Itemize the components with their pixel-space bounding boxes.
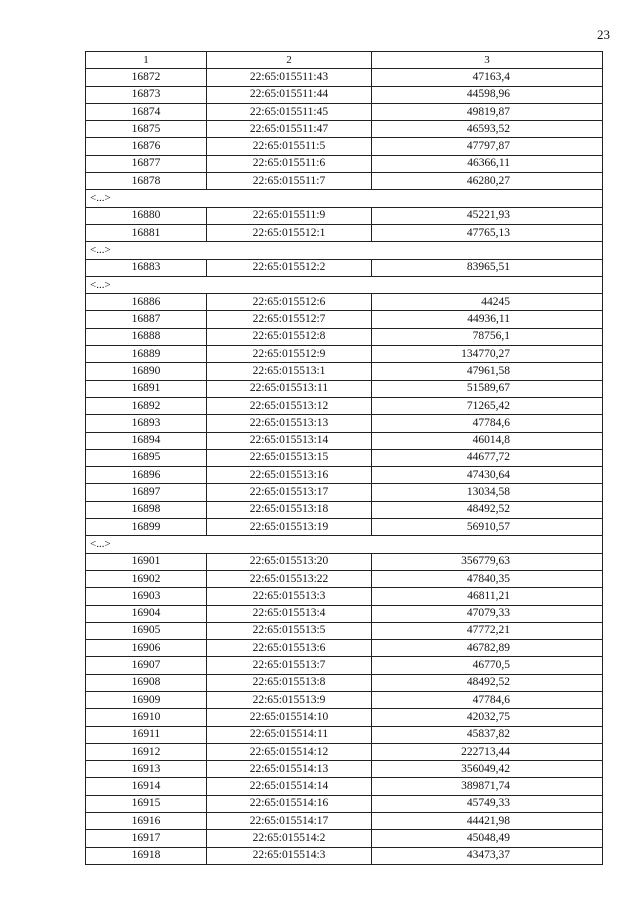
cadastral-number-cell: 22:65:015513:15 [207, 449, 372, 466]
row-number-cell: 16875 [86, 121, 207, 138]
table-row [86, 761, 603, 778]
cadastral-number-cell: 22:65:015514:3 [207, 847, 372, 864]
value-cell: 46811,21 [372, 588, 603, 605]
table-row [86, 743, 603, 760]
table-row [86, 224, 603, 241]
value-cell: 49819,87 [372, 103, 603, 120]
data-table [85, 51, 603, 865]
cadastral-number-cell: 22:65:015511:5 [207, 138, 372, 155]
value-cell: 42032,75 [372, 709, 603, 726]
cadastral-number-cell: 22:65:015512:9 [207, 346, 372, 363]
value-cell: 47163,4 [372, 69, 603, 86]
row-number-cell: 16874 [86, 103, 207, 120]
omission-marker: <...> [86, 190, 603, 207]
value-cell: 44421,98 [372, 813, 603, 830]
cadastral-number-cell: 22:65:015513:22 [207, 570, 372, 587]
column-header: 2 [207, 52, 372, 69]
table-row [86, 622, 603, 639]
table-row [86, 691, 603, 708]
cadastral-number-cell: 22:65:015513:5 [207, 622, 372, 639]
row-number-cell: 16902 [86, 570, 207, 587]
table-row [86, 778, 603, 795]
cadastral-number-cell: 22:65:015513:20 [207, 553, 372, 570]
cadastral-number-cell: 22:65:015513:14 [207, 432, 372, 449]
value-cell: 46014,8 [372, 432, 603, 449]
cadastral-number-cell: 22:65:015513:4 [207, 605, 372, 622]
row-number-cell: 16912 [86, 743, 207, 760]
value-cell: 51589,67 [372, 380, 603, 397]
row-number-cell: 16901 [86, 553, 207, 570]
value-cell: 46770,5 [372, 657, 603, 674]
table-row [86, 138, 603, 155]
row-number-cell: 16909 [86, 691, 207, 708]
value-cell: 47961,58 [372, 363, 603, 380]
table-row [86, 346, 603, 363]
value-cell: 46366,11 [372, 155, 603, 172]
cadastral-number-cell: 22:65:015511:45 [207, 103, 372, 120]
value-cell: 222713,44 [372, 743, 603, 760]
row-number-cell: 16910 [86, 709, 207, 726]
table-row [86, 328, 603, 345]
row-number-cell: 16886 [86, 294, 207, 311]
table-row [86, 605, 603, 622]
table-row [86, 674, 603, 691]
row-number-cell: 16894 [86, 432, 207, 449]
value-cell: 45837,82 [372, 726, 603, 743]
row-number-cell: 16918 [86, 847, 207, 864]
row-number-cell: 16888 [86, 328, 207, 345]
table-row [86, 259, 603, 276]
value-cell: 46593,52 [372, 121, 603, 138]
row-number-cell: 16880 [86, 207, 207, 224]
row-number-cell: 16905 [86, 622, 207, 639]
value-cell: 389871,74 [372, 778, 603, 795]
row-number-cell: 16914 [86, 778, 207, 795]
cadastral-number-cell: 22:65:015513:1 [207, 363, 372, 380]
cadastral-number-cell: 22:65:015513:12 [207, 397, 372, 414]
omission-marker: <...> [86, 536, 603, 553]
value-cell: 13034,58 [372, 484, 603, 501]
cadastral-number-cell: 22:65:015513:19 [207, 519, 372, 536]
cadastral-number-cell: 22:65:015513:17 [207, 484, 372, 501]
cadastral-number-cell: 22:65:015512:6 [207, 294, 372, 311]
cadastral-number-cell: 22:65:015513:3 [207, 588, 372, 605]
row-number-cell: 16876 [86, 138, 207, 155]
table-row [86, 501, 603, 518]
table-row [86, 813, 603, 830]
table-row [86, 657, 603, 674]
value-cell: 45221,93 [372, 207, 603, 224]
row-number-cell: 16878 [86, 173, 207, 190]
row-number-cell: 16896 [86, 467, 207, 484]
table-row [86, 397, 603, 414]
row-number-cell: 16881 [86, 224, 207, 241]
value-cell: 44677,72 [372, 449, 603, 466]
column-header: 3 [372, 52, 603, 69]
cadastral-number-cell: 22:65:015514:16 [207, 795, 372, 812]
cadastral-number-cell: 22:65:015511:7 [207, 173, 372, 190]
table-row [86, 519, 603, 536]
row-number-cell: 16877 [86, 155, 207, 172]
table-header-row [86, 52, 603, 69]
table-row [86, 830, 603, 847]
row-number-cell: 16892 [86, 397, 207, 414]
cadastral-number-cell: 22:65:015514:10 [207, 709, 372, 726]
omission-marker: <...> [86, 276, 603, 293]
page-number: 23 [597, 27, 610, 42]
row-number-cell: 16873 [86, 86, 207, 103]
table-row [86, 294, 603, 311]
cadastral-number-cell: 22:65:015511:47 [207, 121, 372, 138]
cadastral-number-cell: 22:65:015513:16 [207, 467, 372, 484]
row-number-cell: 16899 [86, 519, 207, 536]
value-cell: 47784,6 [372, 691, 603, 708]
cadastral-number-cell: 22:65:015511:9 [207, 207, 372, 224]
omission-row [86, 536, 603, 553]
cadastral-number-cell: 22:65:015511:6 [207, 155, 372, 172]
table-row [86, 588, 603, 605]
value-cell: 47772,21 [372, 622, 603, 639]
row-number-cell: 16916 [86, 813, 207, 830]
cadastral-number-cell: 22:65:015513:11 [207, 380, 372, 397]
row-number-cell: 16897 [86, 484, 207, 501]
value-cell: 47784,6 [372, 415, 603, 432]
column-header: 1 [86, 52, 207, 69]
cadastral-number-cell: 22:65:015514:13 [207, 761, 372, 778]
table-row [86, 103, 603, 120]
cadastral-number-cell: 22:65:015513:18 [207, 501, 372, 518]
row-number-cell: 16898 [86, 501, 207, 518]
value-cell: 47765,13 [372, 224, 603, 241]
value-cell: 56910,57 [372, 519, 603, 536]
row-number-cell: 16904 [86, 605, 207, 622]
table-row [86, 795, 603, 812]
table-row [86, 726, 603, 743]
table-row [86, 121, 603, 138]
cadastral-number-cell: 22:65:015513:8 [207, 674, 372, 691]
cadastral-number-cell: 22:65:015513:13 [207, 415, 372, 432]
omission-marker: <...> [86, 242, 603, 259]
row-number-cell: 16883 [86, 259, 207, 276]
cadastral-number-cell: 22:65:015512:1 [207, 224, 372, 241]
row-number-cell: 16872 [86, 69, 207, 86]
omission-row [86, 242, 603, 259]
value-cell: 356049,42 [372, 761, 603, 778]
row-number-cell: 16893 [86, 415, 207, 432]
row-number-cell: 16908 [86, 674, 207, 691]
cadastral-number-cell: 22:65:015513:9 [207, 691, 372, 708]
table-body [86, 52, 603, 865]
row-number-cell: 16895 [86, 449, 207, 466]
table-row [86, 363, 603, 380]
table-row [86, 449, 603, 466]
table-row [86, 847, 603, 864]
cadastral-number-cell: 22:65:015512:8 [207, 328, 372, 345]
row-number-cell: 16889 [86, 346, 207, 363]
table-row [86, 467, 603, 484]
row-number-cell: 16915 [86, 795, 207, 812]
table-row [86, 432, 603, 449]
cadastral-number-cell: 22:65:015514:2 [207, 830, 372, 847]
table-row [86, 570, 603, 587]
value-cell: 44936,11 [372, 311, 603, 328]
omission-row [86, 276, 603, 293]
row-number-cell: 16891 [86, 380, 207, 397]
cadastral-number-cell: 22:65:015514:17 [207, 813, 372, 830]
row-number-cell: 16887 [86, 311, 207, 328]
value-cell: 71265,42 [372, 397, 603, 414]
cadastral-number-cell: 22:65:015511:43 [207, 69, 372, 86]
row-number-cell: 16913 [86, 761, 207, 778]
row-number-cell: 16917 [86, 830, 207, 847]
table-row [86, 709, 603, 726]
value-cell: 47797,87 [372, 138, 603, 155]
table-row [86, 173, 603, 190]
value-cell: 83965,51 [372, 259, 603, 276]
value-cell: 78756,1 [372, 328, 603, 345]
table-row [86, 553, 603, 570]
table-row [86, 640, 603, 657]
cadastral-number-cell: 22:65:015512:7 [207, 311, 372, 328]
table-row [86, 380, 603, 397]
value-cell: 134770,27 [372, 346, 603, 363]
cadastral-number-cell: 22:65:015514:14 [207, 778, 372, 795]
value-cell: 47430,64 [372, 467, 603, 484]
value-cell: 48492,52 [372, 501, 603, 518]
cadastral-number-cell: 22:65:015514:12 [207, 743, 372, 760]
value-cell: 356779,63 [372, 553, 603, 570]
table-row [86, 311, 603, 328]
cadastral-number-cell: 22:65:015514:11 [207, 726, 372, 743]
cadastral-number-cell: 22:65:015513:6 [207, 640, 372, 657]
cadastral-number-cell: 22:65:015513:7 [207, 657, 372, 674]
table-row [86, 415, 603, 432]
value-cell: 45048,49 [372, 830, 603, 847]
table-row [86, 69, 603, 86]
table-row [86, 484, 603, 501]
value-cell: 46782,89 [372, 640, 603, 657]
row-number-cell: 16911 [86, 726, 207, 743]
cadastral-number-cell: 22:65:015511:44 [207, 86, 372, 103]
row-number-cell: 16906 [86, 640, 207, 657]
row-number-cell: 16903 [86, 588, 207, 605]
omission-row [86, 190, 603, 207]
value-cell: 48492,52 [372, 674, 603, 691]
table-row [86, 86, 603, 103]
value-cell: 45749,33 [372, 795, 603, 812]
table-row [86, 207, 603, 224]
value-cell: 43473,37 [372, 847, 603, 864]
value-cell: 44245 [372, 294, 603, 311]
value-cell: 44598,96 [372, 86, 603, 103]
table-row [86, 155, 603, 172]
cadastral-number-cell: 22:65:015512:2 [207, 259, 372, 276]
value-cell: 47840,35 [372, 570, 603, 587]
row-number-cell: 16907 [86, 657, 207, 674]
value-cell: 46280,27 [372, 173, 603, 190]
value-cell: 47079,33 [372, 605, 603, 622]
row-number-cell: 16890 [86, 363, 207, 380]
